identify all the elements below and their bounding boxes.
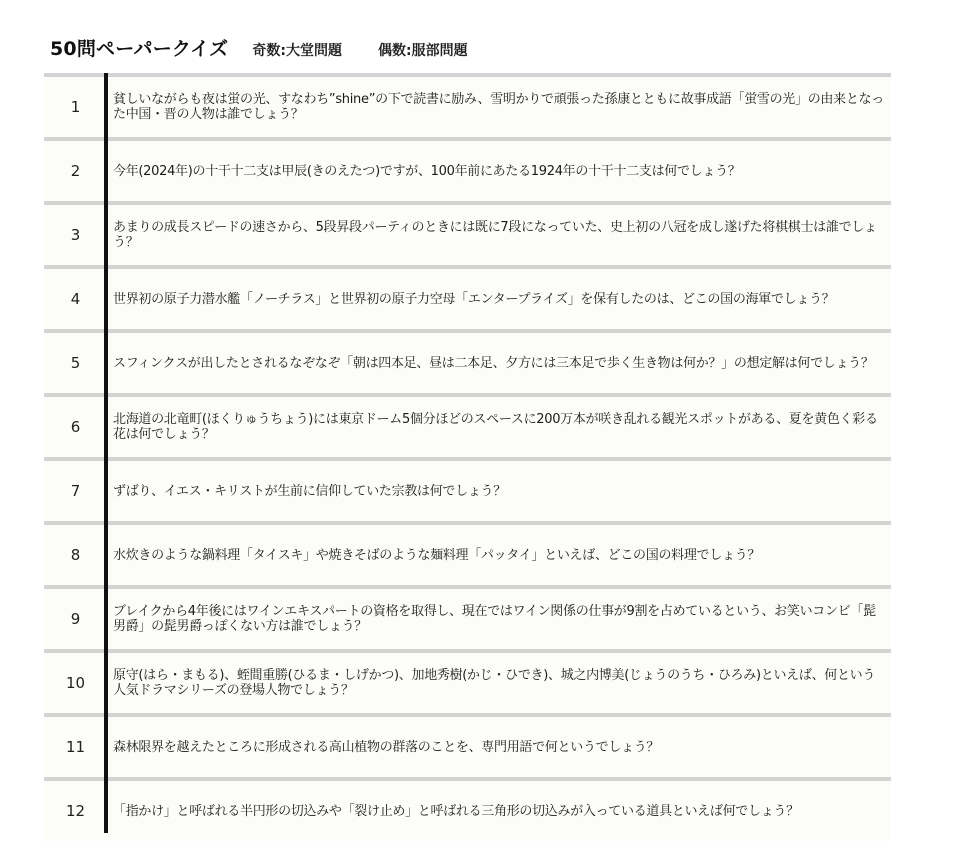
question-row [44, 457, 891, 521]
question-text: 今年(2024年)の十干十二支は甲辰(きのえたつ)ですが、100年前にあたる1924年の十干十二支は何でしょう？ [113, 163, 741, 179]
question-number: 8 [70, 546, 81, 564]
question-number: 6 [70, 418, 81, 436]
question-text: 貧しいながらも夜は蛍の光、すなわち”shine”の下で読書に励み、雪明かりで頑張った孫康とともに故事成語「蛍雪の光」の由来となった中国・晋の人物は誰でしょう？ [113, 92, 884, 122]
question-number: 1 [70, 98, 81, 116]
page-title: 50問ペーパークイズ [50, 38, 229, 60]
question-text: 北海道の北竜町(ほくりゅうちょう)には東京ドーム5個分ほどのスペースに200万本が咲き乱れる観光スポットがある、夏を黄色く彩る花は何でしょう？ [113, 412, 878, 442]
even-question-label: 偶数:服部問題 [377, 43, 468, 59]
question-text: ブレイクから4年後にはワインエキスパートの資格を取得し、現在ではワイン関係の仕事が9割を占めているという、お笑いコンビ「髭男爵」の髭男爵っぽくない方は誰でしょう？ [113, 604, 876, 634]
question-row [44, 393, 891, 457]
question-row [44, 201, 891, 265]
question-number: 7 [70, 482, 81, 500]
question-number: 5 [70, 354, 81, 372]
question-number: 12 [65, 802, 86, 820]
question-text: スフィンクスが出したとされるなぞなぞ「朝は四本足、昼は二本足、夕方には三本足で歩く生き物は何か？」の想定解は何でしょう？ [113, 355, 874, 371]
question-text: 原守(はら・まもる)、蛭間重勝(ひるま・しげかつ)、加地秀樹(かじ・ひでき)、城之内博美(じょうのうち・ひろみ)といえば、何という人気ドラマシリーズの登場人物でしょう？ [113, 668, 876, 698]
question-text: 「指かけ」と呼ばれる半円形の切込みや「裂け止め」と呼ばれる三角形の切込みが入っている道具といえば何でしょう？ [113, 803, 799, 819]
question-text: 森林限界を越えたところに形成される高山植物の群落のことを、専門用語で何というでしょう？ [113, 739, 660, 755]
question-text: あまりの成長スピードの速さから、5段昇段パーティのときには既に7段になっていた、史上初の八冠を成し遂げた将棋棋士は誰でしょう？ [113, 220, 877, 250]
question-row [44, 73, 891, 137]
odd-question-label: 奇数:大堂問題 [252, 43, 342, 59]
question-text: ずばり、イエス・キリストが生前に信仰していた宗教は何でしょう？ [113, 483, 506, 499]
question-text: 水炊きのような鍋料理「タイスキ」や焼きそばのような麺料理「パッタイ」といえば、どこの国の料理でしょう？ [113, 547, 761, 563]
question-row [44, 713, 891, 777]
question-text: 世界初の原子力潜水艦「ノーチラス」と世界初の原子力空母「エンタープライズ」を保有したのは、どこの国の海軍でしょう？ [113, 291, 835, 307]
question-row [44, 777, 891, 841]
question-number: 3 [70, 226, 81, 244]
page-header [50, 34, 468, 60]
question-number: 10 [65, 674, 86, 692]
question-number: 9 [70, 610, 81, 628]
question-row [44, 329, 891, 393]
question-row [44, 137, 891, 201]
question-row [44, 649, 891, 713]
question-row [44, 585, 891, 649]
column-divider [104, 73, 108, 833]
quiz-table [44, 73, 891, 841]
question-number: 4 [70, 290, 81, 308]
question-row [44, 265, 891, 329]
question-row [44, 521, 891, 585]
question-number: 11 [65, 738, 86, 756]
question-number: 2 [70, 162, 81, 180]
